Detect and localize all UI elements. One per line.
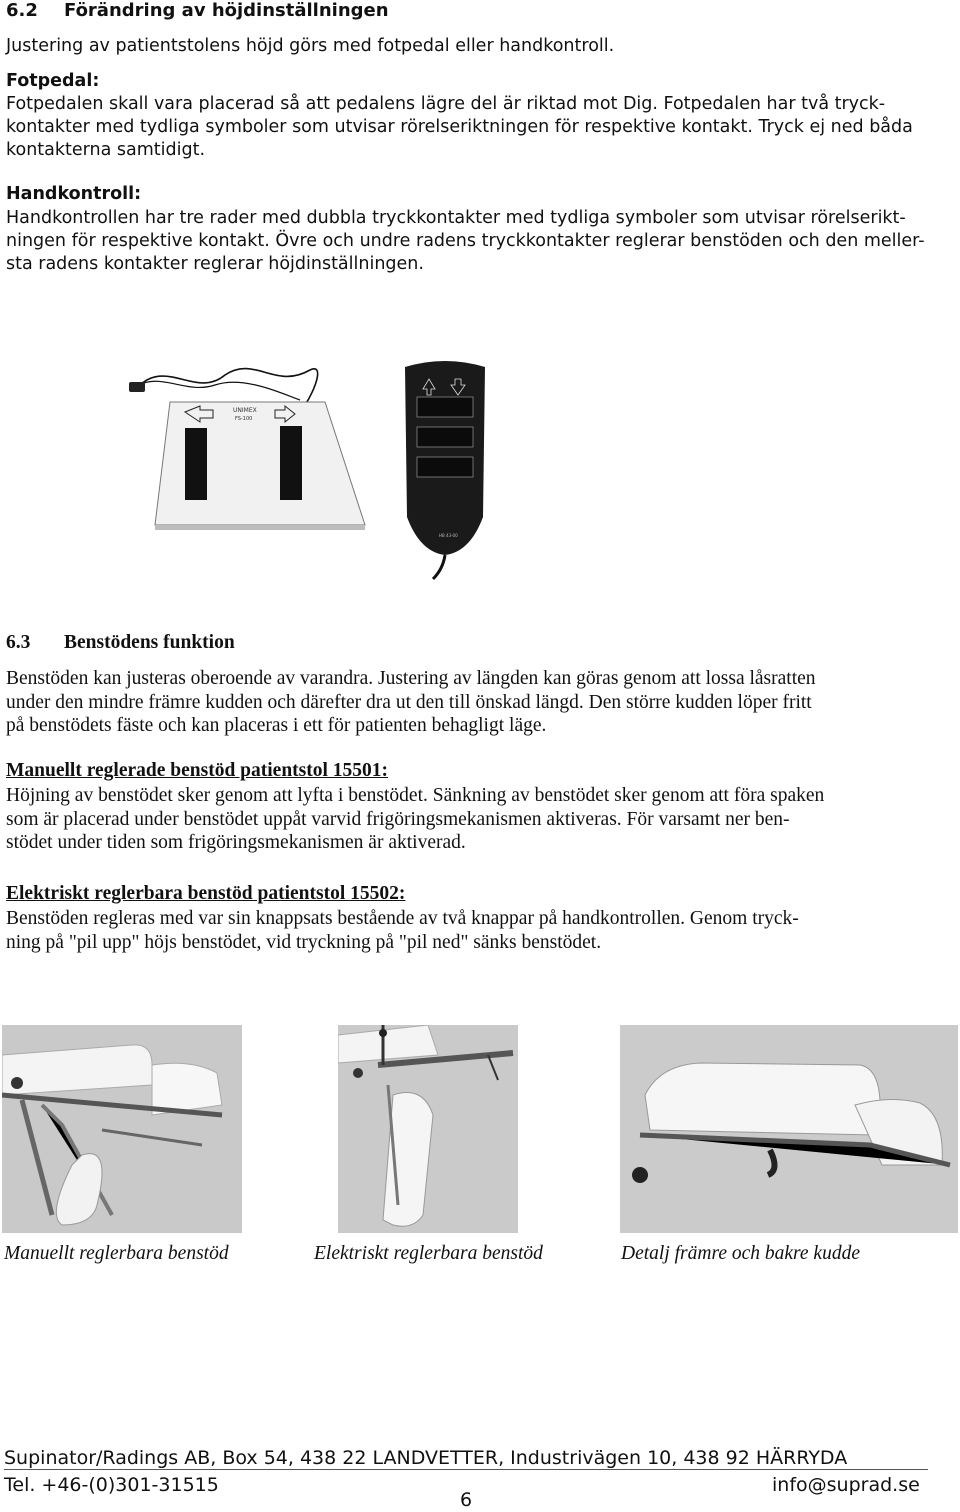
caption-manual: Manuellt reglerbara benstöd [4,1243,229,1264]
footer-email[interactable]: info@suprad.se [772,1474,920,1496]
electric-heading: Elektriskt reglerbara benstöd patientstol 15502: [6,883,406,904]
pedal-brand-label: UNIMEX [233,407,257,414]
handset-model-label: HB 43-00 [439,533,458,538]
hand-control-image [385,357,503,583]
handkontroll-paragraph: Handkontrollen har tre rader med dubbla tryckkontakter med tydliga symboler som utvisar rörelserikt- ningen för respektive kontakt. Övre och undre radens tryckkontakter reglerar benstöden och den meller- sta radens kontakter reglerar höjdinställningen. [6,208,925,274]
electric-paragraph: Benstöden regleras med var sin knappsats bestående av två knappar på handkontrollen. Genom tryck- ning på "pil upp" höjs benstödet, vid tryckning på "pil ned" sänks benstödet. [6,908,799,953]
footer-address: Supinator/Radings AB, Box 54, 438 22 LANDVETTER, Industrivägen 10, 438 92 HÄRRYDA [4,1447,848,1469]
footer-divider [4,1469,928,1470]
section-6-3-heading: 6.3 Benstödens funktion [6,632,235,653]
caption-detail: Detalj främre och bakre kudde [621,1243,860,1264]
photo-electric-legrest [338,1025,518,1233]
section-6-2-heading: 6.2 Förändring av höjdinställningen [6,0,389,21]
photo-cushion-detail [620,1025,958,1233]
manual-paragraph: Höjning av benstödet sker genom att lyfta i benstödet. Sänkning av benstödet sker genom att föra spaken som är placerad under benstödet uppåt varvid frigöringsmekanismen aktiveras. För varsamt ner ben- stödet under tiden som frigöringsmekanismen är aktiverad. [6,785,825,853]
fotpedal-paragraph: Fotpedalen skall vara placerad så att pedalens lägre del är riktad mot Dig. Fotpedalen har två tryck- kontakter med tydliga symboler som utvisar rörelseriktningen för respektive kontakt. Tryck ej ned båda kontakterna samtidigt. [6,94,913,160]
handkontroll-heading: Handkontroll: [6,184,142,204]
manual-heading: Manuellt reglerade benstöd patientstol 15501: [6,760,389,781]
caption-electric: Elektriskt reglerbara benstöd [314,1243,543,1264]
pedal-model-label: FS-100 [235,416,253,422]
footer-phone: Tel. +46-(0)301-31515 [4,1474,219,1496]
page-number: 6 [460,1489,473,1511]
intro-text: Justering av patientstolens höjd görs med fotpedal eller handkontroll. [6,36,615,56]
photo-manual-legrest [2,1025,242,1233]
benstod-paragraph: Benstöden kan justeras oberoende av varandra. Justering av längden kan göras genom att lossa låsratten under den mindre främre kudden och därefter dra ut den till önskad längd. Den större kudden löper fritt på benstödets fäste och kan placeras i ett för patienten behagligt läge. [6,668,816,736]
foot-pedal-image [125,360,370,530]
fotpedal-heading: Fotpedal: [6,71,100,91]
